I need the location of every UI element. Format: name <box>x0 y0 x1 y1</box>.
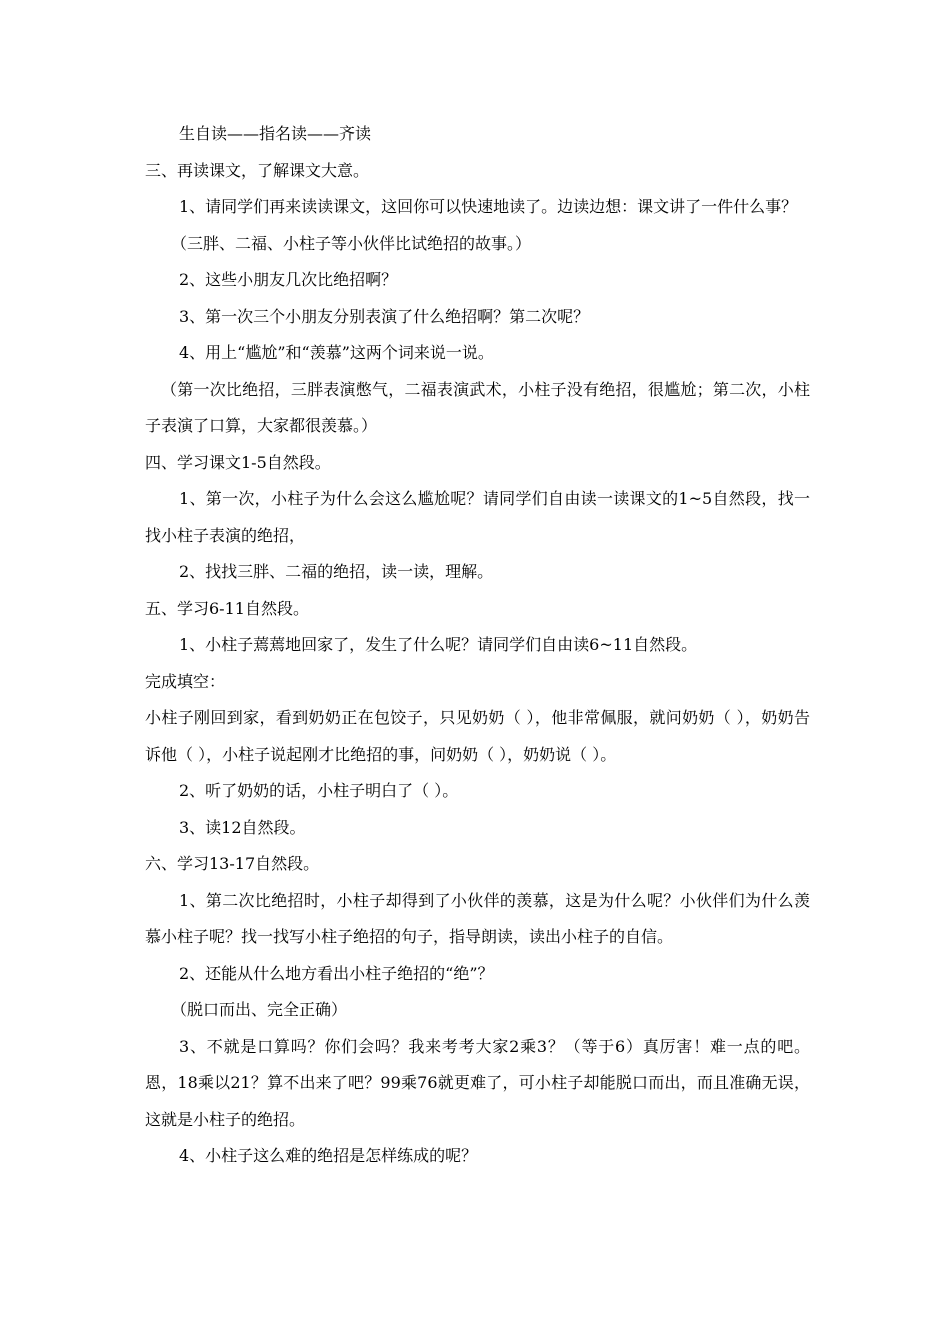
document-body <box>145 116 810 1175</box>
paragraph: （第一次比绝招，三胖表演憋气，二福表演武术，小柱子没有绝招，很尴尬；第二次，小柱子表演了口算，大家都很羡慕。） <box>145 379 810 435</box>
paragraph: 2、听了奶奶的话，小柱子明白了（ ）。 <box>179 781 459 800</box>
paragraph: （脱口而出、完全正确） <box>171 1000 348 1019</box>
paragraph: 完成填空： <box>145 671 226 691</box>
paragraph: 3、第一次三个小朋友分别表演了什么绝招啊？第二次呢？ <box>179 306 590 326</box>
paragraph: （三胖、二福、小柱子等小伙伴比试绝招的故事。） <box>171 233 532 253</box>
paragraph: 2、找找三胖、二福的绝招，读一读，理解。 <box>179 562 494 581</box>
paragraph: 2、这些小朋友几次比绝招啊？ <box>179 270 398 289</box>
paragraph: 1、第二次比绝招时，小柱子却得到了小伙伴的羡慕，这是为什么呢？小伙伴们为什么羡慕小柱子呢？找一找写小柱子绝招的句子，指导朗读，读出小柱子的自信。 <box>145 890 810 946</box>
paragraph: 1、第一次，小柱子为什么会这么尴尬呢？请同学们自由读一读课文的1~5自然段，找一找小柱子表演的绝招， <box>145 489 810 545</box>
paragraph: 3、不就是口算吗？你们会吗？我来考考大家2乘3？（等于6）真厉害！难一点的吧。恩，18乘以21？算不出来了吧？99乘76就更难了，可小柱子却能脱口而出，而且准确无误，这就是小柱子的绝招。 <box>145 1036 810 1129</box>
paragraph: 生自读——指名读——齐读 <box>179 124 372 143</box>
paragraph: 4、用上“尴尬”和“羡慕”这两个词来说一说。 <box>179 343 494 362</box>
paragraph: 1、请同学们再来读读课文，这回你可以快速地读了。边读边想：课文讲了一件什么事？ <box>179 197 798 216</box>
section-heading: 五、学习6-11自然段。 <box>145 598 309 618</box>
paragraph: 3、读12自然段。 <box>179 817 306 837</box>
paragraph: 1、小柱子蔫蔫地回家了，发生了什么呢？请同学们自由读6~11自然段。 <box>179 635 698 654</box>
paragraph: 2、还能从什么地方看出小柱子绝招的“绝”？ <box>179 963 494 983</box>
section-heading: 六、学习13-17自然段。 <box>145 854 320 873</box>
section-heading: 四、学习课文1-5自然段。 <box>145 452 331 472</box>
paragraph: 4、小柱子这么难的绝招是怎样练成的呢？ <box>179 1146 478 1165</box>
section-heading: 三、再读课文，了解课文大意。 <box>145 160 370 180</box>
paragraph: 小柱子刚回到家，看到奶奶正在包饺子，只见奶奶（ ），他非常佩服，就问奶奶（ ），奶奶告诉他（ ），小柱子说起刚才比绝招的事，问奶奶（ ），奶奶说（ ）。 <box>145 708 810 764</box>
